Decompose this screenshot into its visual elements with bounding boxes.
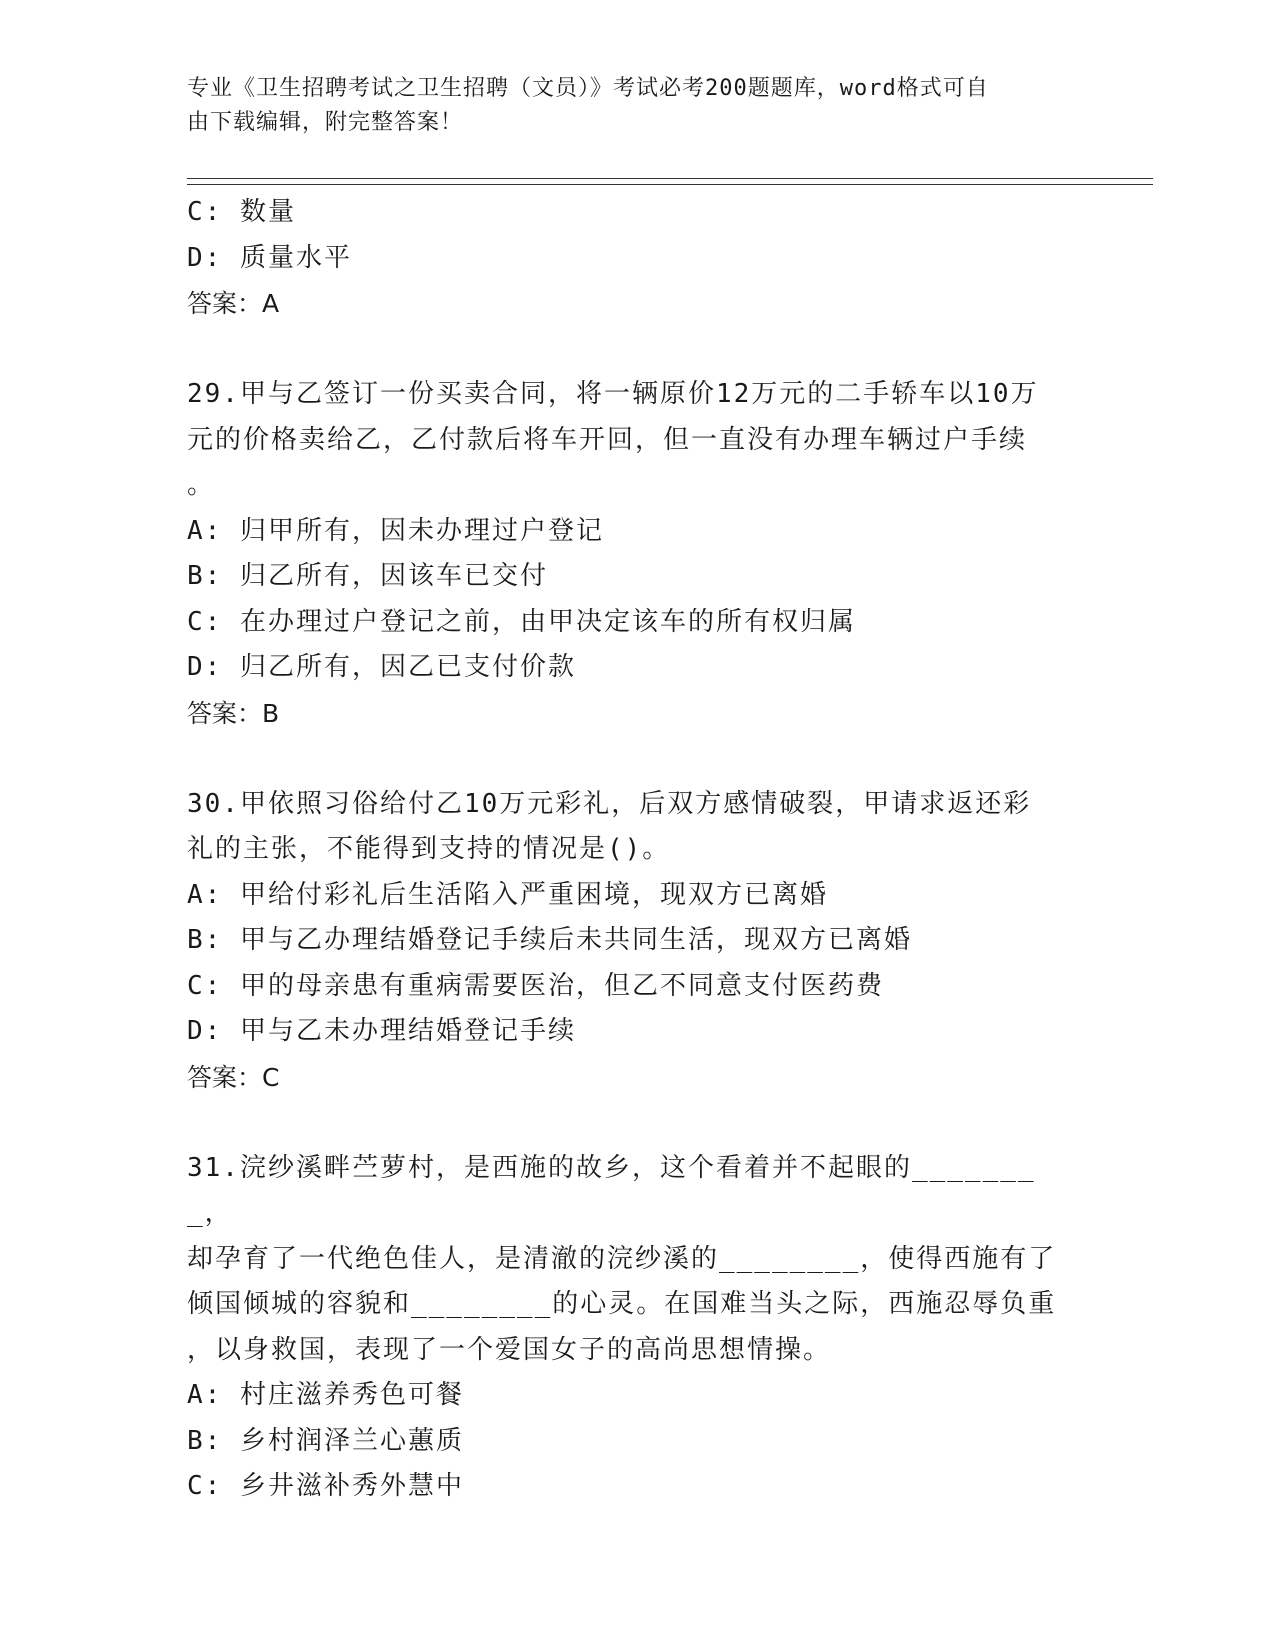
spacer (187, 1100, 1067, 1146)
option-d: D: 甲与乙未办理结婚登记手续 (187, 1016, 576, 1046)
option-d: D: 质量水平 (187, 242, 352, 273)
spacer (187, 736, 1067, 782)
question-text-line: ，以身救国，表现了一个爱国女子的高尚思想情操。 (187, 1334, 832, 1365)
question-text-line: 30.甲依照习俗给付乙10万元彩礼，后双方感情破裂，甲请求返还彩 (187, 788, 1032, 819)
option-d: D: 归乙所有，因乙已支付价款 (187, 652, 576, 682)
option-c: C: 甲的母亲患有重病需要医治，但乙不同意支付医药费 (187, 970, 884, 1001)
document-body (187, 190, 1067, 1510)
spacer (187, 327, 1067, 373)
question-text-line: 礼的主张，不能得到支持的情况是()。 (187, 834, 671, 864)
option-a: A: 甲给付彩礼后生活陷入严重困境，现双方已离婚 (187, 879, 828, 910)
question-29 (187, 372, 1067, 736)
answer-line: 答案：A (187, 289, 280, 318)
question-30 (187, 782, 1067, 1101)
question-text-line: 。 (187, 470, 216, 500)
question-text-line: 却孕育了一代绝色佳人，是清澈的浣纱溪的________，使得西施有了 (187, 1243, 1057, 1274)
answer-line: 答案：B (187, 698, 280, 728)
previous-question (187, 190, 1067, 327)
header-line-2: 由下载编辑，附完整答案！ (187, 110, 464, 135)
header-divider (187, 178, 1153, 185)
option-c: C: 在办理过户登记之前，由甲决定该车的所有权归属 (187, 606, 856, 637)
answer-line: 答案：C (187, 1062, 280, 1092)
page-header (187, 72, 1067, 140)
option-b: B: 甲与乙办理结婚登记手续后未共同生活，现双方已离婚 (187, 925, 912, 955)
option-c: C: 乡井滋补秀外慧中 (187, 1471, 464, 1501)
question-text-line: 元的价格卖给乙，乙付款后将车开回，但一直没有办理车辆过户手续 (187, 424, 1028, 455)
option-a: A: 归甲所有，因未办理过户登记 (187, 515, 604, 546)
header-line-1: 专业《卫生招聘考试之卫生招聘（文员）》考试必考200题题库，word格式可自 (187, 76, 989, 101)
question-text-line: 31.浣纱溪畔苎萝村，是西施的故乡，这个看着并不起眼的________， (187, 1152, 1036, 1228)
option-b: B: 归乙所有，因该车已交付 (187, 561, 548, 591)
question-text-line: 29.甲与乙签订一份买卖合同，将一辆原价12万元的二手轿车以10万 (187, 379, 1039, 409)
option-b: B: 乡村润泽兰心蕙质 (187, 1425, 464, 1456)
option-a: A: 村庄滋养秀色可餐 (187, 1380, 464, 1410)
question-text-line: 倾国倾城的容貌和________的心灵。在国难当头之际，西施忍辱负重 (187, 1289, 1057, 1319)
question-31 (187, 1146, 1067, 1510)
option-c: C: 数量 (187, 197, 296, 227)
